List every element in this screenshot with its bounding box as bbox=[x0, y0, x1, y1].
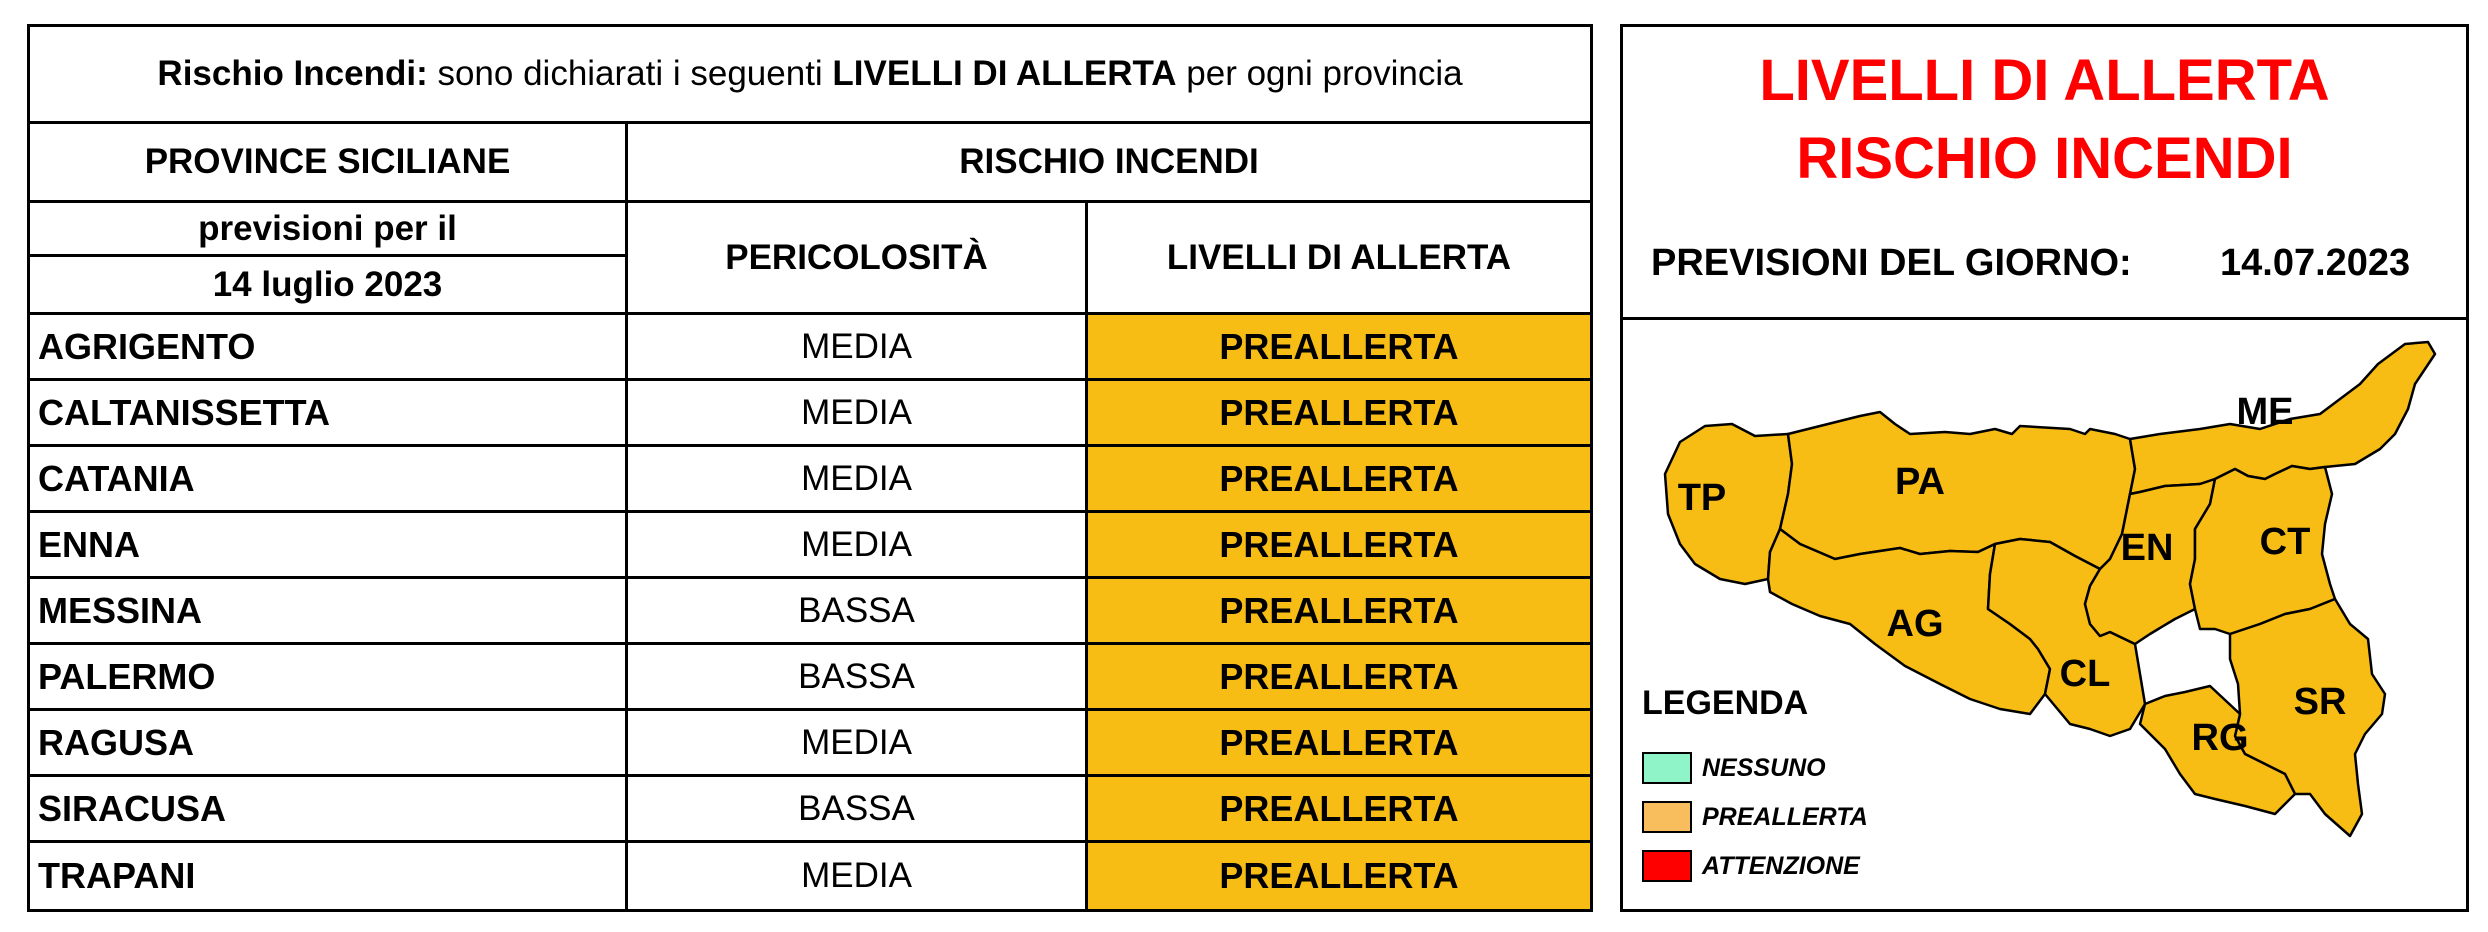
province-name: SIRACUSA bbox=[38, 787, 227, 829]
header-livelli: LIVELLI DI ALLERTA bbox=[1166, 237, 1512, 277]
province-name: AGRIGENTO bbox=[38, 325, 256, 367]
legend-swatch bbox=[1642, 752, 1692, 784]
alert-level-cell: PREALLERTA bbox=[1088, 513, 1590, 576]
alert-level-cell: PREALLERTA bbox=[1088, 447, 1590, 510]
province-name: TRAPANI bbox=[38, 855, 196, 896]
header-previsioni: previsioni per il bbox=[198, 208, 457, 248]
legend-item-attenzione bbox=[1642, 850, 1860, 882]
alert-level-cell: PREALLERTA bbox=[1088, 645, 1590, 708]
map-label-pa: PA bbox=[1895, 461, 1945, 503]
intro-text: Rischio Incendi: sono dichiarati i seguenti LIVELLI DI ALLERTA per ogni provincia bbox=[157, 54, 1463, 93]
panel-title-line2: RISCHIO INCENDI bbox=[1796, 126, 2293, 191]
column-divider bbox=[625, 124, 628, 909]
header-province: PROVINCE SICILIANE bbox=[144, 142, 511, 181]
map-label-ct: CT bbox=[2259, 521, 2311, 563]
alert-level-cell: PREALLERTA bbox=[1088, 315, 1590, 378]
pericolosita-value: MEDIA bbox=[801, 392, 912, 432]
province-name: CATANIA bbox=[38, 457, 195, 499]
legend-label: ATTENZIONE bbox=[1702, 851, 1860, 880]
pericolosita-value: BASSA bbox=[798, 656, 915, 696]
map-label-ag: AG bbox=[1886, 603, 1944, 645]
pericolosita-value: MEDIA bbox=[801, 856, 912, 895]
province-name: CALTANISSETTA bbox=[38, 391, 330, 433]
column-divider bbox=[1085, 203, 1088, 909]
header-date: 14 luglio 2023 bbox=[212, 264, 443, 304]
legend-label: PREALLERTA bbox=[1702, 802, 1868, 831]
alert-level-cell: PREALLERTA bbox=[1088, 777, 1590, 840]
alert-table bbox=[27, 24, 1593, 912]
panel-title-line1: LIVELLI DI ALLERTA bbox=[1759, 48, 2330, 113]
province-pa-shape bbox=[1780, 412, 2135, 569]
map-label-en: EN bbox=[2120, 527, 2174, 569]
map-label-cl: CL bbox=[2059, 653, 2111, 695]
province-name: RAGUSA bbox=[38, 721, 195, 763]
header-rischio: RISCHIO INCENDI bbox=[959, 142, 1259, 181]
pericolosita-value: MEDIA bbox=[801, 524, 912, 564]
legend-title: LEGENDA bbox=[1642, 684, 1809, 722]
header-pericolosita: PERICOLOSITÀ bbox=[725, 237, 988, 277]
pericolosita-value: MEDIA bbox=[801, 326, 912, 366]
forecast-date-label: PREVISIONI DEL GIORNO: bbox=[1651, 242, 2132, 284]
legend-swatch bbox=[1642, 850, 1692, 882]
alert-level-cell: PREALLERTA bbox=[1088, 711, 1590, 774]
province-name: MESSINA bbox=[38, 589, 203, 631]
alert-level-cell: PREALLERTA bbox=[1088, 381, 1590, 444]
pericolosita-value: MEDIA bbox=[801, 458, 912, 498]
map-label-me: ME bbox=[2236, 391, 2294, 433]
legend-swatch bbox=[1642, 801, 1692, 833]
pericolosita-value: BASSA bbox=[798, 590, 915, 630]
alert-level-cell: PREALLERTA bbox=[1088, 843, 1590, 909]
legend-label: NESSUNO bbox=[1702, 753, 1826, 782]
pericolosita-value: BASSA bbox=[798, 788, 915, 828]
forecast-date-value: 14.07.2023 bbox=[2220, 242, 2411, 284]
map-label-tp: TP bbox=[1677, 477, 1727, 519]
pericolosita-value: MEDIA bbox=[801, 722, 912, 762]
alert-level-cell: PREALLERTA bbox=[1088, 579, 1590, 642]
province-name: ENNA bbox=[38, 523, 141, 565]
province-name: PALERMO bbox=[38, 655, 216, 697]
legend-item-preallerta bbox=[1642, 801, 1868, 833]
legend-item-nessuno bbox=[1642, 752, 1826, 784]
map-label-sr: SR bbox=[2293, 681, 2347, 723]
map-label-rg: RG bbox=[2191, 717, 2249, 759]
